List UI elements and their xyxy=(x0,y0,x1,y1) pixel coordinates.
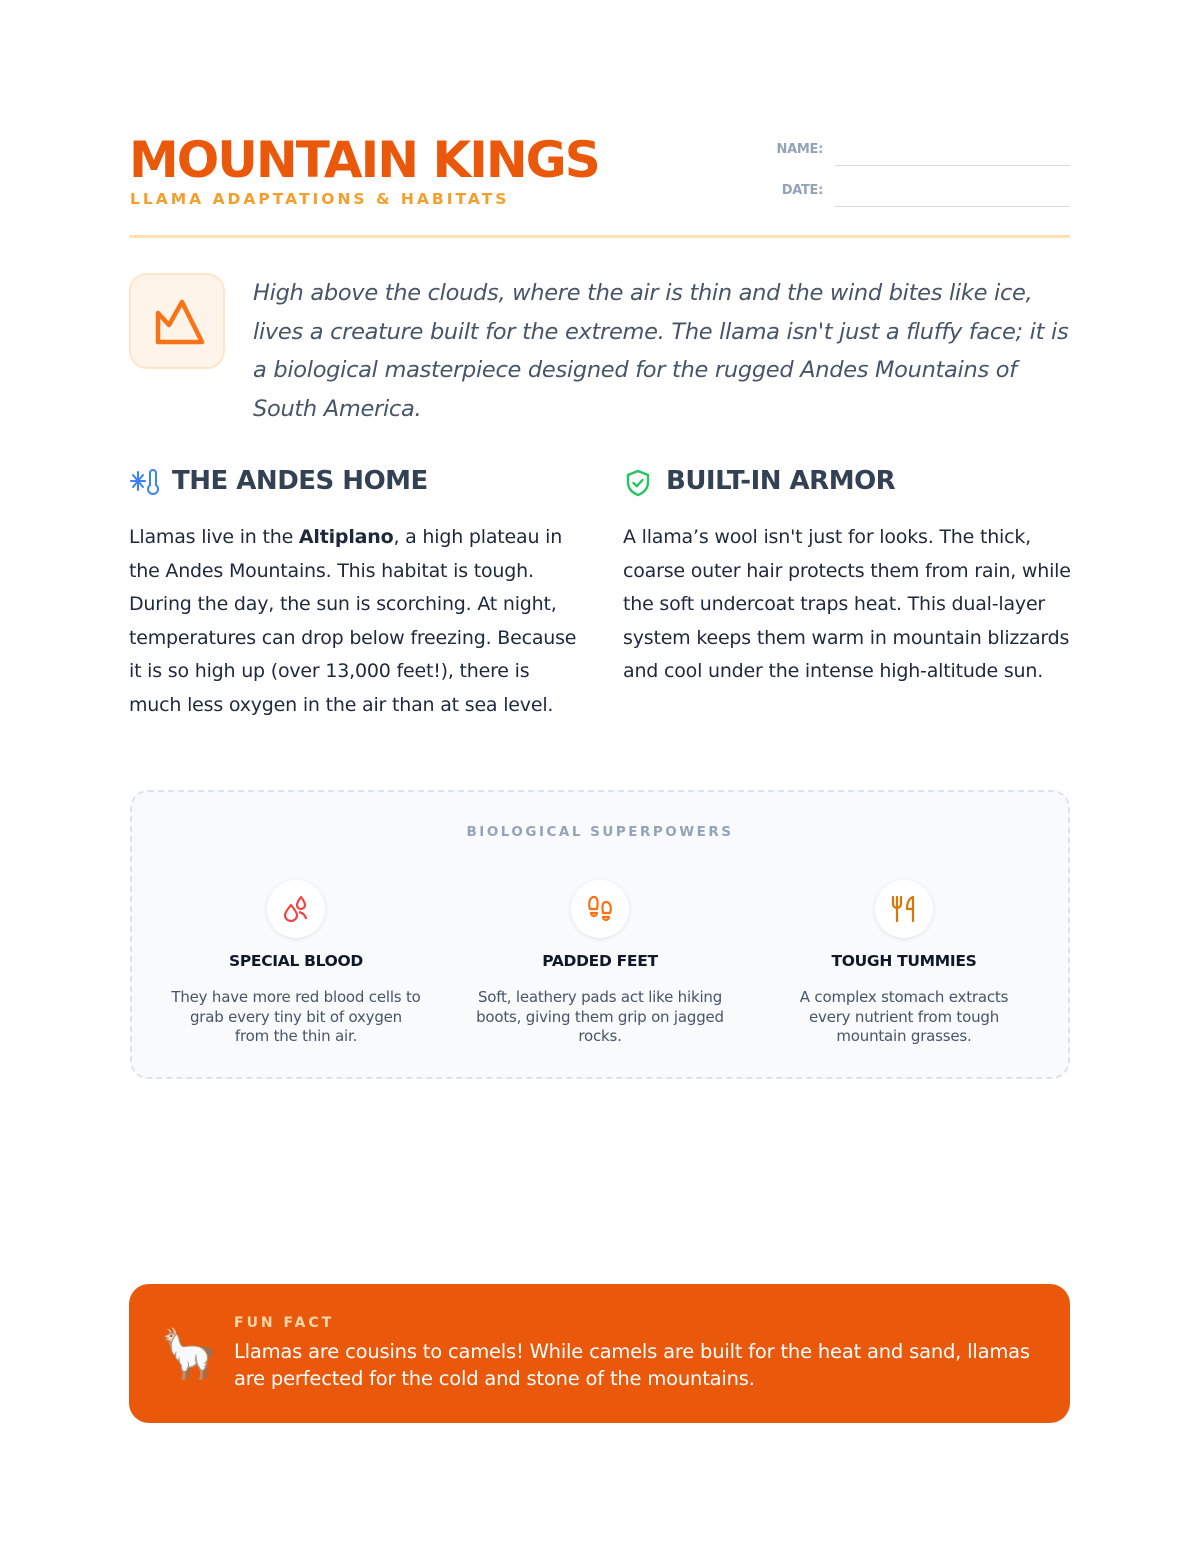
section-built-in-armor-body: A llama’s wool isn't just for looks. The thick, coarse outer hair protects them from rain, while the soft undercoat traps heat. This dual-layer system keeps them warm in mountain blizzards and cool under the intense high-altitude sun. xyxy=(623,526,1071,683)
section-title: THE ANDES HOME xyxy=(172,466,428,496)
fun-fact-banner xyxy=(129,1284,1070,1423)
superpower-title: SPECIAL BLOOD xyxy=(229,952,363,970)
name-field-line[interactable] xyxy=(835,165,1070,166)
body-text: , a high plateau in the Andes Mountains. This habitat is tough. During the day, the sun is scorching. At night, temperatures can drop below freezing. Because it is so high up (over 13,000 feet!), there is much less oxygen in the air than at sea level. xyxy=(129,526,577,716)
superpower-description: A complex stomach extracts every nutrient from tough mountain grasses. xyxy=(799,988,1009,1045)
page-title: MOUNTAIN KINGS xyxy=(129,131,599,189)
section-title: BUILT-IN ARMOR xyxy=(666,466,896,496)
snowflake-thermometer-icon xyxy=(130,469,160,497)
shield-check-icon xyxy=(624,469,652,497)
superpower-title: TOUGH TUMMIES xyxy=(831,952,977,970)
icon-circle xyxy=(571,880,629,938)
date-label: DATE: xyxy=(781,183,823,198)
superpower-description: Soft, leathery pads act like hiking boots, giving them grip on jagged rocks. xyxy=(476,988,724,1045)
icon-circle xyxy=(267,880,325,938)
name-label: NAME: xyxy=(776,142,823,157)
icon-circle xyxy=(875,880,933,938)
llama-icon: 🦙 xyxy=(159,1326,219,1382)
intro-icon-box xyxy=(129,273,225,369)
fun-fact-text: Llamas are cousins to camels! While camels are built for the heat and sand, llamas are perfected for the cold and stone of the mountains. xyxy=(234,1340,1030,1390)
mountain-icon xyxy=(152,296,206,350)
intro-paragraph: High above the clouds, where the air is thin and the wind bites like ice, lives a creature built for the extreme. The llama isn't just a fluffy face; it is a biological masterpiece designed for the rugged Andes Mountains of South America. xyxy=(253,280,1069,422)
superpowers-label: BIOLOGICAL SUPERPOWERS xyxy=(466,824,734,840)
body-bold-term: Altiplano xyxy=(298,526,394,548)
superpower-title: PADDED FEET xyxy=(542,952,658,970)
superpower-description: They have more red blood cells to grab every tiny bit of oxygen from the thin air. xyxy=(171,988,421,1045)
date-field-line[interactable] xyxy=(835,206,1070,207)
blood-drops-icon xyxy=(281,894,311,924)
section-andes-home-body xyxy=(129,521,579,723)
fun-fact-label: FUN FACT xyxy=(234,1315,335,1331)
utensils-icon xyxy=(889,894,919,924)
superpowers-panel xyxy=(130,790,1070,1079)
page-subtitle: LLAMA ADAPTATIONS & HABITATS xyxy=(130,190,510,208)
body-text: Llamas live in the xyxy=(129,526,299,548)
header-divider xyxy=(129,235,1070,238)
footprints-icon xyxy=(585,894,615,924)
